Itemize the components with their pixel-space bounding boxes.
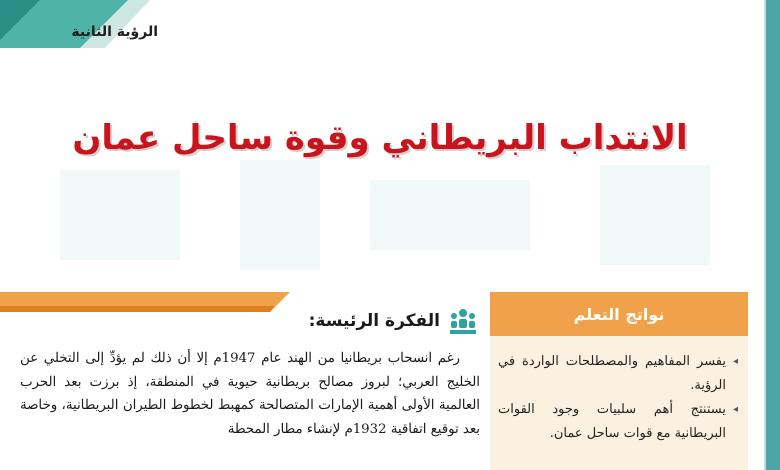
outcome-text: يستنتج أهم سلبيات وجود القوات البريطانية مع قوات ساحل عمان.	[498, 402, 726, 441]
list-item	[498, 398, 738, 446]
key-idea-heading	[309, 306, 478, 336]
background-watermark	[40, 150, 740, 280]
learning-outcomes-heading: نواتج التعلم	[490, 292, 748, 336]
page-edge-line	[764, 0, 766, 470]
list-item	[498, 350, 738, 398]
learning-outcomes-box	[490, 292, 748, 470]
key-idea-paragraph: رغم انسحاب بريطانيا من الهند عام 1947م إلا أن ذلك لم يؤدِّ إلى التخلي عن الخليج العربي؛ لبروز مصالح بريطانية حيوية في المنطقة، إذ برزت بعد الحرب العالمية الأولى أهمية الإمارات المتصالحة كمهبط لخطوط الطيران البريطانية، وخاصة بعد توقيع اتفاقية 1932م لإنشاء مطار المحطة	[20, 351, 480, 437]
section-label: الرؤية الثانية	[71, 24, 158, 40]
triangle-bullet-icon: ◂	[732, 356, 738, 367]
left-accent-stripe	[0, 292, 290, 312]
triangle-bullet-icon: ◂	[732, 404, 738, 415]
people-group-icon	[448, 306, 478, 336]
page-title: الانتداب البريطاني وقوة ساحل عمان	[72, 118, 688, 158]
outcome-text: يفسر المفاهيم والمصطلحات الواردة في الرؤية.	[498, 354, 726, 393]
key-idea-title: الفكرة الرئيسة:	[308, 311, 440, 331]
page-edge-strip	[766, 0, 780, 470]
learning-outcomes-list	[498, 350, 738, 446]
